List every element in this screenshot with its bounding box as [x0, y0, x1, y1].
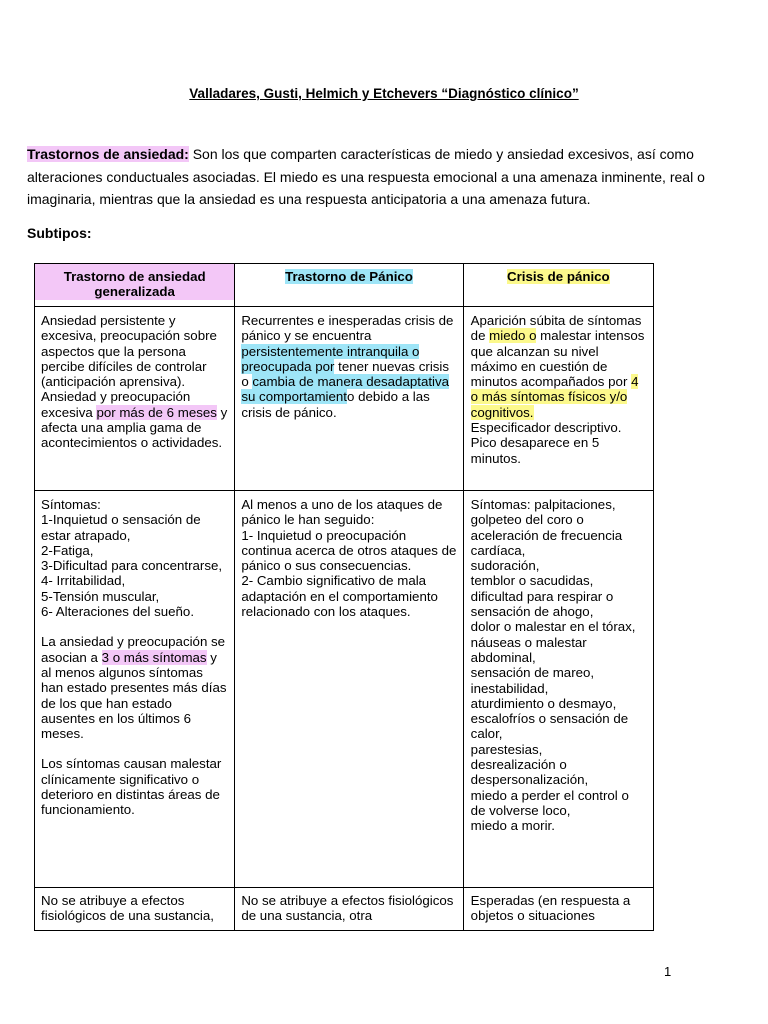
list-item: 3-Dificultad para concentrarse, [41, 558, 223, 574]
tag-duration-highlight: por más de 6 meses [96, 404, 217, 420]
tag-impairment-paragraph: Los síntomas causan malestar clínicamente significativo o deterioro en distintas áreas de funcionamiento. [41, 756, 222, 818]
panic-disorder-highlight-2: cambia de manera desadaptativa su comportamient [241, 374, 450, 405]
panic-disorder-description-mid: tener nuevas crisis o [241, 358, 450, 390]
list-item: dolor o malestar en el tórax, [470, 619, 636, 635]
tag-symptoms-title: Síntomas: [41, 497, 101, 512]
list-item: Síntomas: palpitaciones, golpeteo del coro o aceleración de frecuencia cardíaca, [470, 497, 623, 558]
tag-description: Ansiedad persistente y excesiva, preocupación sobre aspectos que la persona percibe difíciles de controlar (anticipación aprensiva). Ansiedad y preocupación excesiva [41, 313, 217, 420]
table-cell [463, 491, 653, 888]
intro-paragraph [27, 143, 727, 211]
header-cell-panic-attack [463, 264, 653, 307]
page-title [0, 86, 768, 101]
panic-disorder-description-end: o debido a las crisis de pánico. [241, 389, 430, 420]
panic-disorder-criteria-intro: Al menos a uno de los ataques de pánico le han seguido: [241, 497, 443, 528]
panic-attack-specifier: Especificador descriptivo. [470, 420, 622, 436]
table-cell [463, 307, 653, 491]
tag-criteria-text: La ansiedad y preocupación se asocian a [41, 634, 226, 665]
panic-disorder-highlight-1: persistentemente intranquila o preocupada por [241, 343, 420, 374]
panic-disorder-exclusion: No se atribuye a efectos fisiológicos de una sustancia, otra [241, 893, 454, 924]
title-text: Valladares, Gusti, Helmich y Etchevers “Diagnóstico clínico” [189, 86, 579, 101]
subtypes-table [34, 263, 654, 931]
list-item: 4- Irritabilidad, [41, 573, 126, 589]
panic-attack-peak: Pico desaparece en 5 minutos. [470, 435, 600, 466]
panic-attack-expected: Esperadas (en respuesta a objetos o situaciones [470, 893, 631, 924]
tag-criteria-paragraph [41, 634, 228, 741]
table-row [35, 491, 654, 888]
list-item: náuseas o malestar abdominal, [470, 634, 587, 665]
header-cell-tag [35, 264, 235, 307]
tag-exclusion: No se atribuye a efectos fisiológicos de una sustancia, [41, 893, 214, 924]
list-item: temblor o sacudidas, dificultad para respirar o sensación de ahogo, [470, 573, 614, 620]
list-item: 6- Alteraciones del sueño. [41, 604, 195, 620]
table-cell [35, 888, 235, 931]
table-cell [463, 888, 653, 931]
header-cell-panic-disorder [235, 264, 463, 307]
tag-symptoms-list [41, 497, 228, 619]
header-tag: Trastorno de ansiedad generalizada [35, 264, 234, 300]
list-item: miedo a perder el control o de volverse loco, [470, 787, 629, 818]
panic-attack-description-mid: malestar intensos que alcanzan su nivel máximo en cuestión de minutos acompañados por [470, 328, 645, 390]
list-item: aturdimiento o desmayo, escalofríos o sensación de calor, [470, 695, 629, 742]
list-item: 1- Inquietud o preocupación continua acerca de otros ataques de pánico o sus consecuencias. [241, 527, 457, 574]
table-cell [235, 307, 463, 491]
table-cell [35, 491, 235, 888]
intro-term: Trastornos de ansiedad: [27, 146, 189, 162]
tag-description-end: y afecta una amplia gama de acontecimientos o actividades. [41, 404, 228, 451]
panic-disorder-description: Recurrentes e inesperadas crisis de pánico y se encuentra [241, 313, 454, 344]
list-item: sudoración, [470, 558, 540, 574]
panic-attack-highlight-2: 4 o más síntomas físicos y/o cognitivos. [470, 374, 639, 420]
subtypes-heading: Subtipos: [27, 225, 92, 241]
list-item: desrealización o despersonalización, [470, 757, 589, 788]
header-panic-disorder: Trastorno de Pánico [285, 269, 413, 284]
tag-criteria-text-end: y al menos algunos síntomas han estado presentes más días de los que han estado ausentes en los últimos 6 meses. [41, 649, 227, 742]
header-panic-attack: Crisis de pánico [506, 269, 610, 284]
panic-attack-description: Aparición súbita de síntomas de [470, 313, 642, 344]
list-item: sensación de mareo, inestabilidad, [470, 665, 595, 696]
table-row [35, 888, 654, 931]
intro-text: Son los que comparten características de miedo y ansiedad excesivos, así como alteraciones conductuales asociadas. El miedo es una respuesta emocional a una amenaza inminente, real o imaginaria, mientras que la ansiedad es una respuesta anticipatoria a una amenaza futura. [27, 146, 705, 207]
list-item: miedo a morir. [470, 818, 555, 834]
list-item: 1-Inquietud o sensación de estar atrapado, [41, 512, 201, 543]
tag-symptom-count-highlight: 3 o más síntomas [101, 649, 207, 665]
page-number: 1 [664, 964, 672, 979]
list-item: parestesias, [470, 741, 543, 757]
table-row [35, 307, 654, 491]
table-header-row [35, 264, 654, 307]
list-item: 2-Fatiga, [41, 542, 94, 558]
panic-attack-highlight-1: miedo o [489, 328, 537, 344]
list-item: 5-Tensión muscular, [41, 588, 160, 604]
table-cell [235, 888, 463, 931]
list-item: 2- Cambio significativo de mala adaptación en el comportamiento relacionado con los ataques. [241, 573, 438, 620]
table-cell [35, 307, 235, 491]
table-cell [235, 491, 463, 888]
